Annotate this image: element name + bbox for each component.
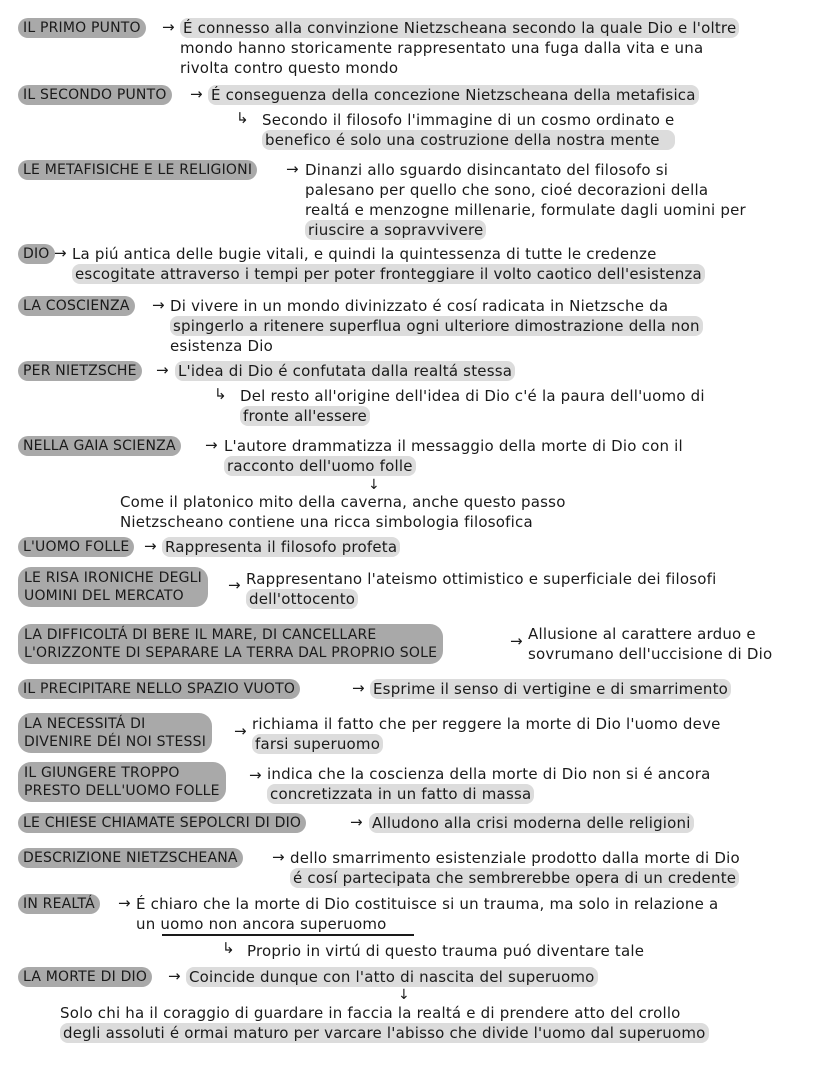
followup-gaia-scienza	[120, 492, 566, 532]
text-block-uomo-folle	[162, 537, 400, 557]
label-line: LA NECESSITÁ DI	[24, 716, 146, 732]
text-line: Nietzscheano contiene una ricca simbologia filosofica	[120, 513, 533, 531]
arrow-icon: →	[286, 160, 299, 178]
arrow-icon: →	[144, 537, 157, 555]
text-line: racconto dell'uomo folle	[224, 456, 416, 476]
text-block-giungere	[267, 764, 710, 804]
label-line: LA DIFFICOLTÁ DI BERE IL MARE, DI CANCELLARE	[24, 627, 377, 643]
text-block-per-nietzsche	[175, 361, 515, 381]
arrow-icon: →	[168, 967, 181, 985]
topic-label-secondo-punto: IL SECONDO PUNTO	[18, 85, 172, 105]
text-block-necessita	[252, 714, 721, 754]
topic-label-chiese: LE CHIESE CHIAMATE SEPOLCRI DI DIO	[18, 813, 306, 833]
text-block-primo-punto	[180, 18, 739, 78]
subtext-in-realta	[247, 941, 644, 961]
arrow-icon: →	[272, 848, 285, 866]
topic-label-gaia-scienza: NELLA GAIA SCIENZA	[18, 436, 181, 456]
arrow-icon: →	[152, 296, 165, 314]
text-line: L'idea di Dio é confutata dalla realtá stessa	[175, 361, 515, 381]
text-line: Secondo il filosofo l'immagine di un cosmo ordinato e	[262, 111, 675, 129]
hook-arrow-icon: ↳	[214, 385, 227, 403]
label-line: IL GIUNGERE TROPPO	[24, 765, 180, 781]
text-line: É conseguenza della concezione Nietzscheana della metafisica	[208, 85, 699, 105]
arrow-icon: →	[234, 722, 247, 740]
text-line: fronte all'essere	[240, 406, 370, 426]
text-line: dell'ottocento	[246, 589, 358, 609]
text-block-gaia-scienza	[224, 436, 683, 476]
text-line: L'autore drammatizza il messaggio della morte di Dio con il	[224, 437, 683, 455]
text-block-chiese	[369, 813, 694, 833]
text-block-morte-di-dio	[186, 967, 598, 987]
text-block-secondo-punto	[208, 85, 699, 105]
arrow-icon: →	[190, 85, 203, 103]
arrow-icon: →	[350, 813, 363, 831]
text-line: palesano per quello che sono, cioé decorazioni della	[305, 181, 709, 199]
arrow-icon: →	[118, 894, 131, 912]
topic-label-primo-punto: IL PRIMO PUNTO	[18, 18, 146, 38]
followup-morte-di-dio	[60, 1003, 709, 1043]
text-line: sovrumano dell'uccisione di Dio	[528, 645, 773, 663]
text-line: Dinanzi allo sguardo disincantato del filosofo si	[305, 161, 669, 179]
text-line: un uomo non ancora superuomo	[136, 915, 387, 933]
label-line: PRESTO DELL'UOMO FOLLE	[24, 783, 220, 799]
label-line: UOMINI DEL MERCATO	[24, 588, 184, 604]
arrow-icon: →	[228, 576, 241, 594]
topic-label-per-nietzsche: PER NIETZSCHE	[18, 361, 142, 381]
topic-label-dio: DIO	[18, 244, 55, 264]
topic-label-necessita	[18, 713, 212, 753]
subtext-secondo-punto	[262, 110, 675, 150]
text-line: realtá e menzogne millenarie, formulate dagli uomini per	[305, 201, 746, 219]
label-line: DIVENIRE DÉI NOI STESSI	[24, 734, 207, 750]
text-line: Coincide dunque con l'atto di nascita del superuomo	[186, 967, 598, 987]
text-line: É chiaro che la morte di Dio costituisce si un trauma, ma solo in relazione a	[136, 895, 719, 913]
down-arrow-icon: ↓	[368, 477, 380, 493]
topic-label-risa-ironiche	[18, 567, 208, 607]
text-block-metafisiche	[305, 160, 746, 240]
text-line: mondo hanno storicamente rappresentato una fuga dalla vita e una	[180, 39, 704, 57]
text-line: spingerlo a ritenere superflua ogni ulteriore dimostrazione della non	[170, 316, 703, 336]
arrow-icon: →	[156, 361, 169, 379]
text-line: Del resto all'origine dell'idea di Dio c'é la paura dell'uomo di	[240, 387, 705, 405]
text-line: riuscire a sopravvivere	[305, 220, 486, 240]
text-line: Come il platonico mito della caverna, anche questo passo	[120, 493, 566, 511]
text-line: degli assoluti é ormai maturo per varcare l'abisso che divide l'uomo dal superuomo	[60, 1023, 709, 1043]
arrow-icon: →	[205, 436, 218, 454]
topic-label-metafisiche: LE METAFISICHE E LE RELIGIONI	[18, 160, 257, 180]
down-arrow-icon: ↓	[398, 987, 410, 1003]
text-line: farsi superuomo	[252, 734, 383, 754]
arrow-icon: →	[510, 632, 523, 650]
text-line: Solo chi ha il coraggio di guardare in faccia la realtá e di prendere atto del crollo	[60, 1004, 681, 1022]
text-line: Allusione al carattere arduo e	[528, 625, 756, 643]
text-block-dio	[72, 244, 705, 284]
topic-label-uomo-folle: L'UOMO FOLLE	[18, 537, 134, 557]
topic-label-descrizione: DESCRIZIONE NIETZSCHEANA	[18, 848, 243, 868]
text-line: Rappresentano l'ateismo ottimistico e superficiale dei filosofi	[246, 570, 717, 588]
text-line: Alludono alla crisi moderna delle religioni	[369, 813, 694, 833]
text-line: La piú antica delle bugie vitali, e quindi la quintessenza di tutte le credenze	[72, 245, 657, 263]
topic-label-difficolta	[18, 624, 443, 664]
text-line: é cosí partecipata che sembrerebbe opera di un credente	[290, 868, 739, 888]
topic-label-in-realta: IN REALTÁ	[18, 894, 100, 914]
label-line: LE RISA IRONICHE DEGLI	[24, 570, 203, 586]
text-block-risa-ironiche	[246, 569, 717, 609]
text-line: esistenza Dio	[170, 337, 273, 355]
text-line: Proprio in virtú di questo trauma puó diventare tale	[247, 942, 645, 960]
text-line: Esprime il senso di vertigine e di smarrimento	[370, 679, 731, 699]
hook-arrow-icon: ↳	[236, 109, 249, 127]
text-line: indica che la coscienza della morte di Dio non si é ancora	[267, 765, 711, 783]
topic-label-morte-di-dio: LA MORTE DI DIO	[18, 967, 152, 987]
subtext-per-nietzsche	[240, 386, 705, 426]
text-line: rivolta contro questo mondo	[180, 59, 399, 77]
label-line: L'ORIZZONTE DI SEPARARE LA TERRA DAL PROPRIO SOLE	[24, 645, 438, 661]
arrow-icon: →	[352, 679, 365, 697]
text-line: Rappresenta il filosofo profeta	[162, 537, 400, 557]
text-line: Di vivere in un mondo divinizzato é cosí radicata in Nietzsche da	[170, 297, 669, 315]
underline-mark	[162, 934, 414, 936]
topic-label-giungere	[18, 762, 226, 802]
text-line: escogitate attraverso i tempi per poter fronteggiare il volto caotico dell'esistenza	[72, 264, 705, 284]
text-block-coscienza	[170, 296, 703, 356]
text-block-in-realta	[136, 894, 718, 934]
arrow-icon: →	[162, 18, 175, 36]
text-block-difficolta	[528, 624, 772, 664]
text-line: richiama il fatto che per reggere la morte di Dio l'uomo deve	[252, 715, 721, 733]
arrow-icon: →	[249, 766, 262, 784]
text-line: benefico é solo una costruzione della nostra mente	[262, 130, 675, 150]
text-line: dello smarrimento esistenziale prodotto dalla morte di Dio	[290, 849, 740, 867]
hook-arrow-icon: ↳	[222, 939, 235, 957]
text-block-precipitare	[370, 679, 731, 699]
topic-label-precipitare: IL PRECIPITARE NELLO SPAZIO VUOTO	[18, 679, 300, 699]
text-block-descrizione	[290, 848, 740, 888]
text-line: É connesso alla convinzione Nietzscheana secondo la quale Dio e l'oltre	[180, 18, 739, 38]
text-line: concretizzata in un fatto di massa	[267, 784, 534, 804]
arrow-icon: →	[54, 244, 67, 262]
topic-label-coscienza: LA COSCIENZA	[18, 296, 135, 316]
